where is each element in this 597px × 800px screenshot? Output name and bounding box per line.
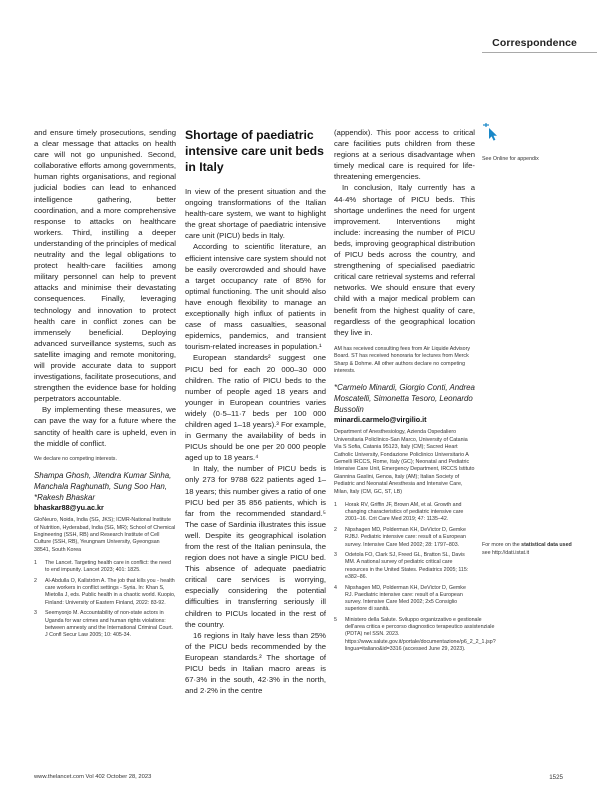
footer-journal-info[interactable]: www.thelancet.com Vol 402 October 28, 2023 xyxy=(34,774,152,780)
paragraph: According to scientific literature, an efficient intensive care system should not be easily overcrowded and should have a target occupancy rate of 85% for optimal functioning. The unit should also have enough flexibility to manage an exceptionally high influx of patients in case of mass casualties, seasonal epidemics, pandemics, and transient tourism-related increases in population.¹ xyxy=(185,242,326,352)
header-rule xyxy=(482,52,597,53)
paragraph: In view of the present situation and the ongoing transformations of the Italian health-care system, we want to highlight the great shortage of paediatric intensive care unit (PICU) beds in Italy. xyxy=(185,187,326,241)
reference-item: 1 The Lancet. Targeting health care in conflict: the need to end impunity. Lancet 2023; 401: 1825. xyxy=(34,560,171,574)
column-3 xyxy=(334,127,496,656)
paragraph: European standards² suggest one PICU bed for each 20 000–30 000 children. The ratio of PICU beds to the number of people aged 18 years and younger in European countries varies widely (0·5–11·7 beds per 100 000 children aged 1–18 years).³ For example, in Germany the availability of beds in PICUs should be one per 20 000 people aged up to 18 years.⁴ xyxy=(185,353,326,463)
reference-list xyxy=(34,560,176,639)
header-bar xyxy=(0,0,597,58)
paragraph: and ensure timely prosecutions, sending a clear message that attacks on health care will not go unpunished. Second, collaborative efforts among governments, human rights organisations, and regional judicial bodies can lead to enhanced intelligence gathering, better coordination, and a more comprehensive response to attacks on healthcare workers. Third, instilling a deeper understanding of the principles of medical neutrality and the legal obligations to protect health-care facilities among military personnel can help to prevent attacks and minimise their devastating consequences. Finally, leveraging technology and innovation to protect health care in conflict zones can be immensely beneficial. Deploying advanced surveillance systems, such as satellite imaging and remote monitoring, will provide accurate data to support investigations, facilitate prosecutions, and strengthen the evidence base for holding perpetrators accountable. xyxy=(34,128,176,404)
paragraph: (appendix). This poor access to critical care facilities puts children from these regions at a serious disadvantage when timely medical care is required for life-threatening emergencies. xyxy=(334,128,475,182)
column-1 xyxy=(34,127,176,643)
paragraph: By implementing these measures, we can pave the way for a future where the sanctity of health care is upheld, even in the middle of conflict. xyxy=(34,405,176,448)
author-email[interactable]: minardi.carmelo@virgilio.it xyxy=(334,415,427,425)
affiliations: Department of Anesthesiology, Azienda Ospedaliero Universitaria Policlinico-San Marco, University of Catania Via S Sofia, Catania 95123, Italy (CM); Sacred Heart Catholic University, Fondazione Policlinico Universitario A Gemelli IRCCS, Rome, Italy (GC); Neonatal and Pediatric Intensive Care Unit, Emergency Department, IRCCS Istituto Giannina Gaslini, Genoa, Italy (AM); Italian Society of Pediatric and Neonatal Anesthesia and Intensive Care, Milan, Italy (CM, GC, ST, LB) xyxy=(334,429,475,495)
competing-interests: We declare no competing interests. xyxy=(34,455,117,462)
column-2 xyxy=(185,127,326,696)
page-number: 1525 xyxy=(549,774,563,781)
competing-interests: AM has received consulting fees from Air Liquide Advisory Board. ST has received honoraria for lectures from Merck Sharp & Dohme. All other authors declare no competing interests. xyxy=(334,345,471,374)
margin-notes xyxy=(482,120,579,557)
reference-item: 4 Nipshagen MD, Polderman KH, DeVictor D, Gemke RJ. Paediatric intensive care: result of a European survey. Intensive Care Med 2002; 2x5 Consiglio superiore di sanità. xyxy=(334,584,466,613)
reference-item: 2 Al-Abdulla O, Kallström A. The job that kills you - health care workers in conflict settings - Syria. In: Khan S, Mietolla J, eds. Public health in a chaotic world. Kuopio, Finland: University of Eastern Finland, 2022: 83-92. xyxy=(34,578,176,606)
appendix-note[interactable]: See Online for appendix xyxy=(482,156,539,162)
reference-item: 1 Horak RV, Griffin JF, Brown AM, et al. Growth and changing characteristics of pediatric intensive care 2001–16. Crit Care Med 2019; 47: 1135–42. xyxy=(334,502,464,523)
paragraph: In Italy, the number of PICU beds is only 273 for 9788 622 patients aged 1–18 years; this number gives a ratio of one PICU bed per 35 856 patients, which is far from the recommended standard.⁵ The case of Sardinia illustrates this issue well. Despite its geographical isolation from the rest of the Italian peninsula, the region does not have a single PICU bed. This absence of adequate paediatric critical care services is worrying, especially considering the potential difficulties in transferring seriously ill children to PICUs located in the rest of the country. xyxy=(185,464,327,629)
reference-item: 3 Seemyonjo M. Accountability of non-state actors in Uganda for war crimes and human rights violations: between amnesty and the International Criminal Court. J Confl Secur Law 2005; 10: 405-34. xyxy=(34,610,174,638)
author-list: Shampa Ghosh, Jitendra Kumar Sinha, Manchala Raghunath, Sung Soo Han, *Rakesh Bhaskar xyxy=(34,471,172,503)
reference-item: 2 Nipshagen MD, Polderman KH, DeVictor D, Gemke RJBJ. Pediatric intensive care: result of a European survey. Intensive Care Med 2002; 28: 1797–803. xyxy=(334,527,467,548)
affiliations: GloNeuro, Noida, India (SG, JKS); ICMR-National Institute of Nutrition, Hyderabad, India (SG, MR); School of Chemical Engineering (SSH, RB) and Research Institute of Cell Culture (SSH, RB), Yeungnam University, Gyeongsan 38541, South Korea xyxy=(34,517,176,553)
reference-list xyxy=(334,502,496,653)
author-list: *Carmelo Minardi, Giorgio Conti, Andrea Moscatelli, Simonetta Tesoro, Leonardo Bussolin xyxy=(334,383,475,415)
paragraph: In conclusion, Italy currently has a 44·4% shortage of PICU beds. This shortage underlines the need for urgent improvement. Interventions might include: increasing the number of PICU beds, improving geographical distribution of PICU beds across the country, and strengthening of specialised paediatric critical care retrieval systems and referral networks. We should ensure that every child with a major medical problem can benefit from the highest quality of care, regardless of the geographical location they live in. xyxy=(334,183,475,337)
reference-item: 3 Odetola FO, Clark SJ, Freed GL, Bratton SL, Davis MM. A national survey of pediatric critical care resources in the United States. Pediatrics 2005; 115: e382–86. xyxy=(334,552,469,580)
letter-body-2 xyxy=(185,186,326,696)
section-title: Correspondence xyxy=(492,37,577,49)
paragraph: 16 regions in Italy have less than 25% of the PICU beds recommended by the European standards.² The shortage of PICU beds in Italian macro areas is 67·3% in the south, 42·3% in the north, and 2·2% in the centre xyxy=(185,630,326,696)
author-email[interactable]: bhaskar88@yu.ac.kr xyxy=(34,503,104,513)
letter-body-1 xyxy=(34,127,176,449)
article-heading: Shortage of paediatric intensive care unit beds in Italy xyxy=(185,128,324,174)
statistics-note: For more on the statistical data used see http://dati.istat.it xyxy=(482,542,572,556)
reference-item: 5 Ministero della Salute. Sviluppo organizzativo e gestionale dell'area critica e percorso diagnostico terapeutico assistenziale (PDTA) nel SSN. 2023. https://www.salute.gov.it/portale/documentazione/p6_2_2_1.jsp?lingua=italiano&id=3316 (accessed June 29, 2023). xyxy=(334,616,496,652)
letter-body-3 xyxy=(334,127,475,338)
